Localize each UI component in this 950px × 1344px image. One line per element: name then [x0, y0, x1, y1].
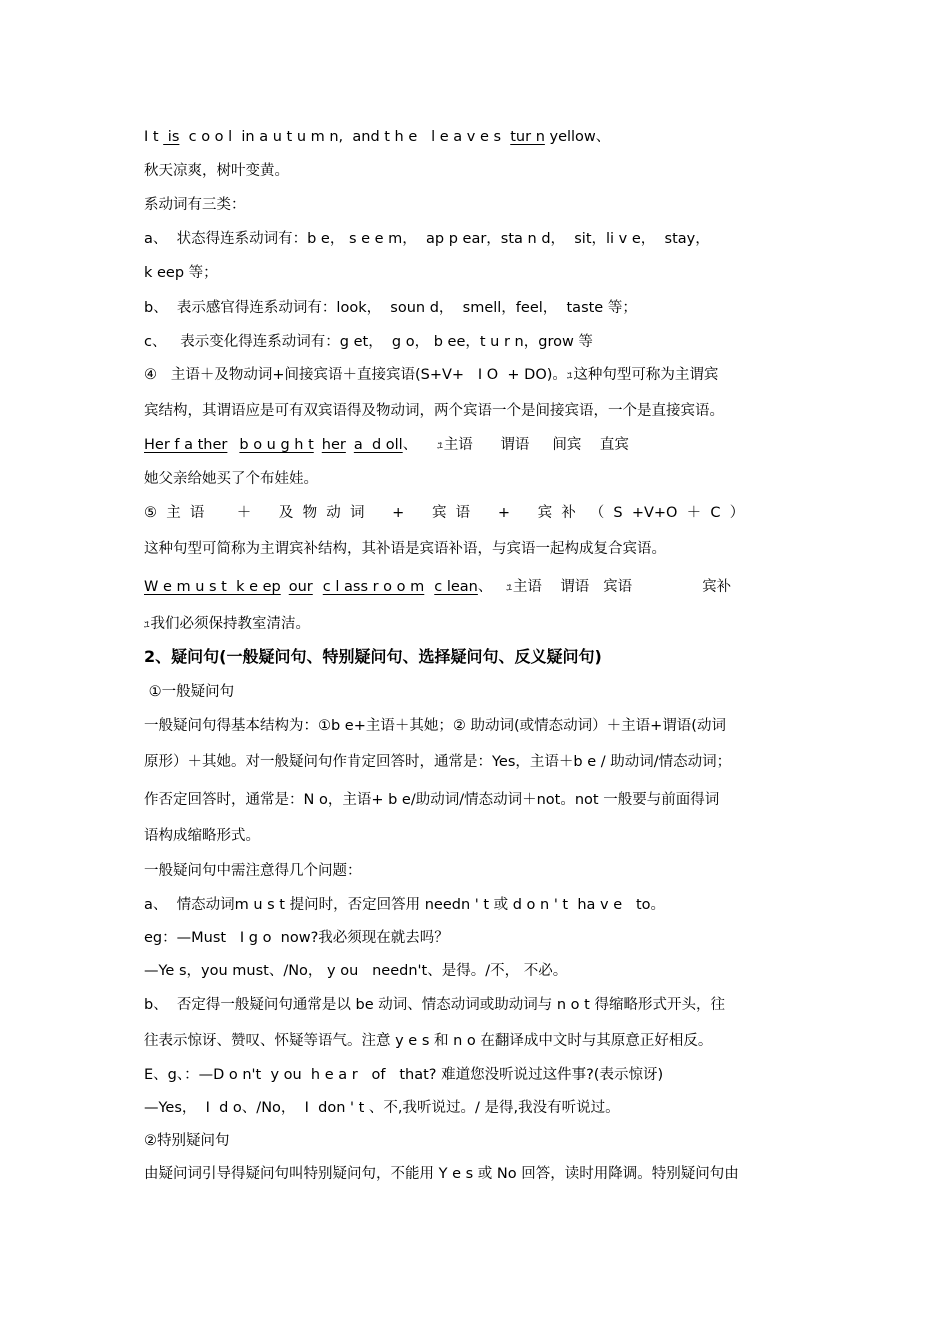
translation-3: ﾕ我们必须保持教室清洁。 [144, 616, 310, 632]
symbol-icon: ﾕ [566, 369, 573, 382]
paragraph-text: k eep 等； [144, 265, 218, 281]
paragraph-text: a、 情态动词m u s t 提问时，否定回答用 needn ' t 或 d o n ' t ha v e to。 [144, 897, 666, 913]
paragraph-text: eg：—Must I g o now?我必须现在就去吗？ [144, 930, 449, 946]
paragraph-text: 语构成缩略形式。 [144, 828, 260, 844]
paragraph-text: E、g、：—D o n't y ou h e a r of that? 难道您没听说过这件事?(表示惊讶) [144, 1067, 664, 1083]
paragraph-text: 系动词有三类： [144, 197, 246, 213]
symbol-icon: ﾕ [506, 581, 512, 594]
example-sentence-3: W e m u s t k e ep our c l ass r o o m c lean、 ﾕ主语 谓语 宾语 宾补 [144, 579, 732, 595]
paragraph-text: b、 否定得一般疑问句通常是以 be 动词、情态动词或助动词与 n o t 得缩略形式开头，往 [144, 997, 725, 1013]
paragraph-text: 这种句型可简称为主谓宾补结构，其补语是宾语补语，与宾语一起构成复合宾语。 [144, 541, 666, 557]
symbol-icon: ﾕ [144, 618, 150, 631]
paragraph-text: 一般疑问句得基本结构为：①b e+主语＋其她；② 助动词(或情态动词）＋主语+谓语(动词 [144, 718, 726, 734]
paragraph-text: —Yes， I d o、/No， I don ' t 、不,我听说过。/ 是得,我没有听说过。 [144, 1100, 620, 1116]
paragraph-text: a、 状态得连系动词有：b e， s e e m， ap p ear，sta n d， sit，li v e， stay， [144, 231, 710, 247]
paragraph-text: ④ 主语＋及物动词+间接宾语＋直接宾语(S+V+ I O + DO)。ﾕ这种句型可称为主谓宾 [144, 367, 719, 383]
subsection-heading: ①一般疑问句 [144, 684, 235, 700]
paragraph-text: 往表示惊讶、赞叹、怀疑等语气。注意 y e s 和 n o 在翻译成中文时与其原意正好相反。 [144, 1033, 713, 1049]
section-heading: 2、疑问句(一般疑问句、特别疑问句、选择疑问句、反义疑问句) [144, 647, 602, 666]
paragraph-text: 一般疑问句中需注意得几个问题： [144, 863, 362, 879]
paragraph-text: 原形）＋其她。对一般疑问句作肯定回答时，通常是：Yes，主语＋b e / 助动词/情态动词； [144, 754, 732, 770]
translation-2: 她父亲给她买了个布娃娃。 [144, 471, 318, 487]
paragraph-text: 作否定回答时，通常是：N o，主语+ b e/助动词/情态动词＋not。not 一般要与前面得词 [144, 792, 720, 808]
paragraph-text: 由疑问词引导得疑问句叫特别疑问句，不能用 Y e s 或 No 回答，读时用降调。特别疑问句由 [144, 1166, 739, 1182]
paragraph-text: —Ye s，you must、/No， y ou needn't、是得。/不， 不必。 [144, 963, 568, 979]
example-sentence-1: I t is c o o l in a u t u m n, and t h e l e a v e s tur n yellow、 [144, 129, 611, 145]
paragraph-text: 宾结构，其谓语应是可有双宾语得及物动词，两个宾语一个是间接宾语，一个是直接宾语。 [144, 403, 724, 419]
paragraph-text: ⑤ 主 语 ＋ 及 物 动 词 + 宾 语 + 宾 补 （ S +V+O ＋ C ） [144, 505, 745, 521]
subsection-heading: ②特别疑问句 [144, 1133, 230, 1149]
symbol-icon: ﾕ [437, 439, 443, 452]
paragraph-text: c、 表示变化得连系动词有：g et， g o， b ee，t u r n，grow 等 [144, 334, 593, 350]
translation-1: 秋天凉爽，树叶变黄。 [144, 163, 289, 179]
paragraph-text: b、 表示感官得连系动词有：look， soun d， smell，feel， taste 等； [144, 300, 637, 316]
example-sentence-2: Her f a ther b o u g h t her a d oll、 ﾕ主语 谓语 间宾 直宾 [144, 437, 629, 453]
